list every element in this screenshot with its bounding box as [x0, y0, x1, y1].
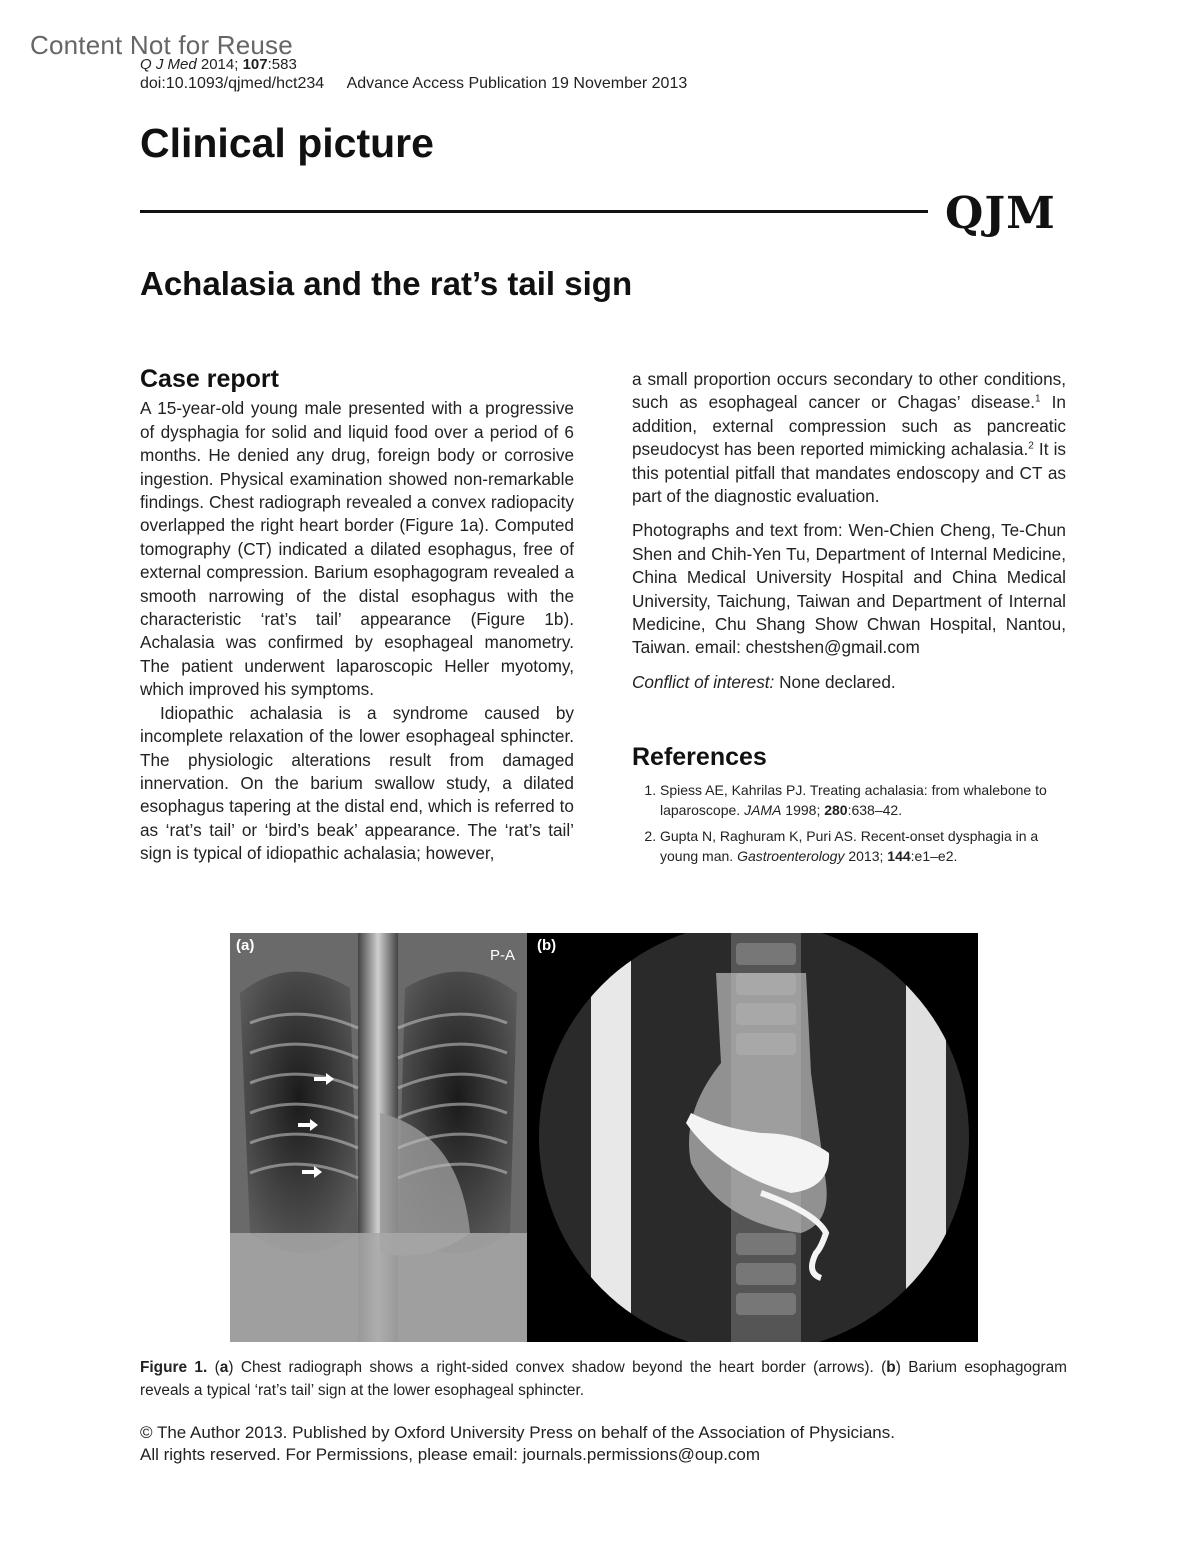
section-title: Clinical picture — [140, 120, 434, 166]
ref-year: 2013; — [844, 847, 888, 864]
conflict-of-interest — [632, 671, 1066, 694]
case-report-paragraph-2: Idiopathic achalasia is a syndrome caused by incomplete relaxation of the lower esophageal sphincter. The physiologic alterations result from damaged innervation. On the barium swallow study, a dilated esophagus tapering at the distal end, which is referred to as ‘rat’s tail’ or ‘bird’s beak’ appearance. The ‘rat’s tail’ sign is typical of idiopathic achalasia; however, — [140, 702, 574, 864]
caption-text-b: ) Barium esophagogram reveals a typical ‘rat’s tail’ sign at the lower esophageal sphincter. — [140, 1359, 1068, 1399]
right-column — [632, 368, 1066, 872]
copyright-notice — [140, 1422, 895, 1466]
chest-radiograph-image — [230, 933, 527, 1342]
journal-logo: QJM — [945, 188, 1056, 239]
ref-volume: 280 — [824, 801, 848, 818]
ref-authors: Gupta N, Raghuram K, Puri AS. Recent-onset dysphagia in a young man. — [660, 827, 1039, 864]
ref-superscript-2[interactable]: 2 — [1028, 440, 1034, 452]
barium-esophagogram-image — [531, 933, 978, 1342]
figure-1 — [230, 933, 978, 1342]
ref-authors: Spiess AE, Kahrilas PJ. Treating achalasia: from whalebone to laparoscope. — [660, 781, 1047, 818]
citation-year: 2014; — [200, 56, 239, 73]
case-report-heading: Case report — [140, 365, 279, 393]
caption-label: Figure 1. — [140, 1359, 208, 1376]
article-title: Achalasia and the rat’s tail sign — [140, 265, 633, 302]
doi[interactable]: doi:10.1093/qjmed/hct234 — [140, 75, 325, 92]
ref-year: 1998; — [781, 801, 825, 818]
advance-access: Advance Access Publication 19 November 2013 — [346, 75, 688, 92]
reference-list — [632, 780, 1066, 866]
copyright-line-1: © The Author 2013. Published by Oxford University Press on behalf of the Association of Physicians. — [140, 1423, 895, 1442]
barium-esophagogram-panel — [531, 933, 978, 1342]
projection-tag: P-A — [489, 947, 515, 964]
para3-text-b: In addition, external compression such as pancreatic pseudocyst has been reported mimicking achalasia. — [632, 392, 1066, 460]
journal-citation — [140, 54, 297, 76]
para3-text-a: a small proportion occurs secondary to other conditions, such as esophageal cancer or Chagas’ disease. — [632, 369, 1066, 413]
panel-a-label: (a) — [236, 937, 255, 954]
case-report-paragraph-1: A 15-year-old young male presented with a progressive of dysphagia for solid and liquid food over a period of 6 months. He denied any drug, foreign body or corrosive ingestion. Physical examination showed non-remarkable findings. Chest radiograph revealed a convex radiopacity overlapped the right heart border (Figure 1a). Computed tomography (CT) indicated a dilated esophagus, free of external compression. Barium esophagogram revealed a smooth narrowing of the distal esophagus with the characteristic ‘rat’s tail’ appearance (Figure 1b). Achalasia was confirmed by esophageal manometry. The patient underwent laparoscopic Heller myotomy, which improved his symptoms. — [140, 398, 574, 700]
watermark: Content Not for Reuse — [30, 30, 293, 60]
ref-volume: 144 — [887, 847, 911, 864]
caption-a-marker: a — [219, 1359, 229, 1376]
reference-item — [660, 826, 1066, 866]
caption-text-a: Chest radiograph shows a right-sided convex shadow beyond the heart border (arrows). ( — [233, 1359, 887, 1376]
conflict-value: None declared. — [774, 671, 896, 692]
ref-journal: Gastroenterology — [737, 847, 845, 864]
citation-volume: 107 — [242, 56, 268, 73]
references-heading: References — [632, 743, 767, 772]
para3-text-c: It is this potential pitfall that mandates endoscopy and CT as part of the diagnostic evaluation. — [632, 439, 1066, 507]
caption-open-paren: ( — [214, 1359, 220, 1376]
conflict-label: Conflict of interest: — [632, 671, 775, 692]
panel-b-label: (b) — [537, 937, 557, 954]
copyright-line-2: All rights reserved. For Permissions, please email: journals.permissions@oup.com — [140, 1445, 761, 1464]
citation-page: :583 — [267, 56, 297, 73]
ref-superscript-1[interactable]: 1 — [1035, 393, 1041, 405]
ref-pages: :638–42. — [847, 801, 903, 818]
ref-journal: JAMA — [744, 801, 782, 818]
journal-abbrev: Q J Med — [140, 56, 197, 73]
chest-radiograph-panel — [230, 933, 527, 1342]
caption-b-marker: b — [886, 1359, 896, 1376]
doi-line — [140, 75, 687, 93]
header-rule — [140, 210, 928, 213]
credits-paragraph: Photographs and text from: Wen-Chien Cheng, Te-Chun Shen and Chih-Yen Tu, Department of Internal Medicine, China Medical University Hospital and China Medical University, Taichung, Taiwan and Department of Internal Medicine, Chu Shang Show Chwan Hospital, Nantou, Taiwan. email: chestshen@gmail.com — [632, 520, 1066, 658]
case-report-paragraph-3 — [632, 368, 1066, 508]
figure-caption: Figure 1. (a) Chest radiograph shows a right-sided convex shadow beyond the heart border (arrows). (b) Barium esophagogram reveals a typical ‘rat’s tail’ sign at the lower esophageal sphincter. — [140, 1359, 1068, 1399]
reference-item — [660, 780, 1066, 820]
left-column — [140, 365, 574, 866]
ref-pages: :e1–e2. — [910, 847, 958, 864]
